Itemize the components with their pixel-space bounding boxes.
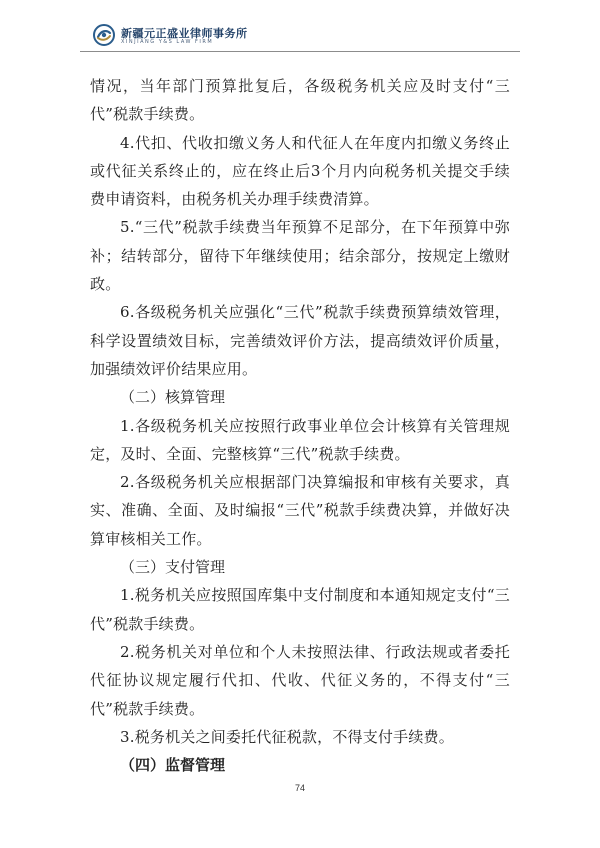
paragraph-item-5: 5.“三代”税款手续费当年预算不足部分，在下年预算中弥补；结转部分，留待下年继续使用；结余部分，按规定上缴财政。 xyxy=(90,218,510,294)
page-header xyxy=(80,20,520,50)
header-divider xyxy=(80,51,520,52)
paragraph-accounting-2: 2.各级税务机关应根据部门决算编报和审核有关要求，真实、准确、全面、及时编报“三代”税款手续费决算，并做好决算审核相关工作。 xyxy=(90,473,510,548)
firm-logo-icon xyxy=(93,24,115,46)
paragraph-item-6: 6.各级税务机关应强化“三代”税款手续费预算绩效管理，科学设置绩效目标，完善绩效评价方法，提高绩效评价质量，加强绩效评价结果应用。 xyxy=(90,303,510,378)
firm-name-en: XINJIANG Y&S LAW FIRM xyxy=(121,39,214,45)
paragraph-continued: 情况，当年部门预算批复后，各级税务机关应及时支付“三代”税款手续费。 xyxy=(90,77,510,124)
document-body xyxy=(90,72,510,779)
paragraph-accounting-1: 1.各级税务机关应按照行政事业单位会计核算有关管理规定，及时、全面、完整核算“三代”税款手续费。 xyxy=(90,416,510,463)
section-heading-supervision: （四）监督管理 xyxy=(120,756,226,775)
page-number: 74 xyxy=(294,783,305,793)
paragraph-payment-1: 1.税务机关应按照国库集中支付制度和本通知规定支付“三代”税款手续费。 xyxy=(90,586,510,633)
section-heading-accounting: （二）核算管理 xyxy=(120,388,226,407)
paragraph-payment-2: 2.税务机关对单位和个人未按照法律、行政法规或者委托代征协议规定履行代扣、代收、代征义务的，不得支付“三代”税款手续费。 xyxy=(90,642,510,718)
section-heading-payment: （三）支付管理 xyxy=(120,558,226,577)
paragraph-item-4: 4.代扣、代收扣缴义务人和代征人在年度内扣缴义务终止或代征关系终止的，应在终止后3个月内向税务机关提交手续费申请资料，由税务机关办理手续费清算。 xyxy=(90,133,510,209)
paragraph-payment-3: 3.税务机关之间委托代征税款，不得支付手续费。 xyxy=(120,727,454,746)
firm-name-cn: 新疆元正盛业律师事务所 xyxy=(121,27,248,40)
